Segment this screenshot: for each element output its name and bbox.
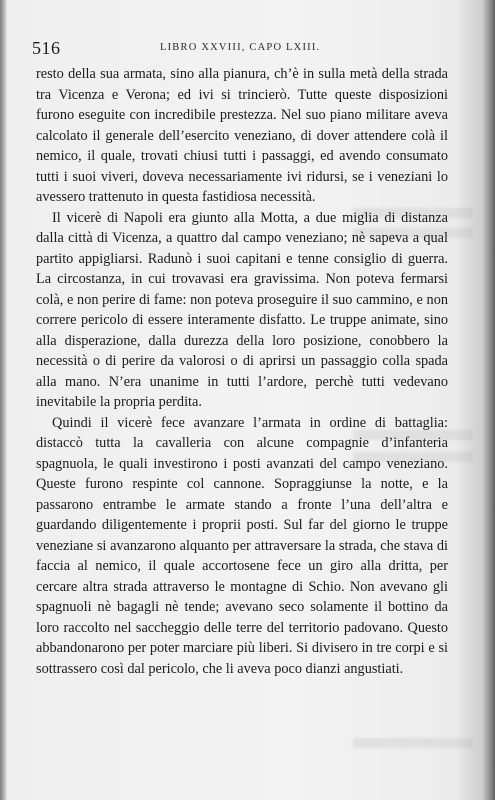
paragraph: resto della sua armata, sino alla pianura, ch’è in sulla metà della strada tra Vicenza e Verona; ed ivi si trincierò. Tutte queste disposizioni furono eseguite con incredibile prestezza. Nel suo piano militare aveva calcolato il generale dell’esercito veneziano, di dover attendere colà il nemico, il quale, trovati chiusi tutti i passaggi, ed avendo consumato tutti i suoi viveri, doveva necessariamente ivi ridursi, se i veneziani lo avessero trattenuto in questa fastidiosa necessità. <box>36 66 448 205</box>
page-number: 516 <box>32 38 61 58</box>
page-gutter-shadow <box>0 0 6 800</box>
running-head: LIBRO XXVIII, CAPO LXIII. <box>160 42 321 53</box>
paragraph: Quindi il vicerè fece avanzare l’armata in ordine di battaglia: distaccò tutta la cavalleria con alcune compagnie d’infanteria spagnuola, le quali investirono i posti avanzati del campo veneziano. Queste furono respinte col cannone. Sopraggiunse la notte, e la passarono entrambe le armate stando a fronte l’una dell’altra e guardando diligentemente i proprii posti. Sul far del giorno le truppe veneziane si avanzarono alquanto per attraversare la strada, che stava di faccia al nemico, il quale accortosene fece un giro alla dritta, per cercare altra strada attraverso le montagne di Schio. Non avevano gli spagnuoli nè bagagli nè tende; avevano seco solamente il bottino da loro raccolto nel saccheggio delle terre del territorio padovano. Questo abbandonarono per poter marciare più liberi. Si divisero in tre corpi e si sottrassero così dal pericolo, che li aveva poco dianzi angustiati. <box>36 414 448 677</box>
page-header <box>32 38 472 58</box>
paragraph: Il vicerè di Napoli era giunto alla Motta, a due miglia di distanza dalla città di Vicenza, a quattro dal campo veneziano; nè sapeva a qual partito appigliarsi. Radunò i suoi capitani e tenne consiglio di guerra. La circostanza, in cui trovavasi era gravissima. Non poteva fermarsi colà, e non perire di fame: non poteva proseguire il suo cammino, e non correre pericolo di essere interamente disfatto. Le truppe animate, sino alla disperazione, dalla durezza della loro posizione, conobbero la necessità o di perire da valorosi o di aprirsi un passaggio colla spada alla mano. N’era unanime in tutti l’ardore, perchè tutti vedevano inevitabile la propria perdita. <box>36 209 448 410</box>
page-edge-shadow <box>481 0 495 800</box>
body-text <box>36 64 448 679</box>
show-through-mark <box>353 738 473 748</box>
